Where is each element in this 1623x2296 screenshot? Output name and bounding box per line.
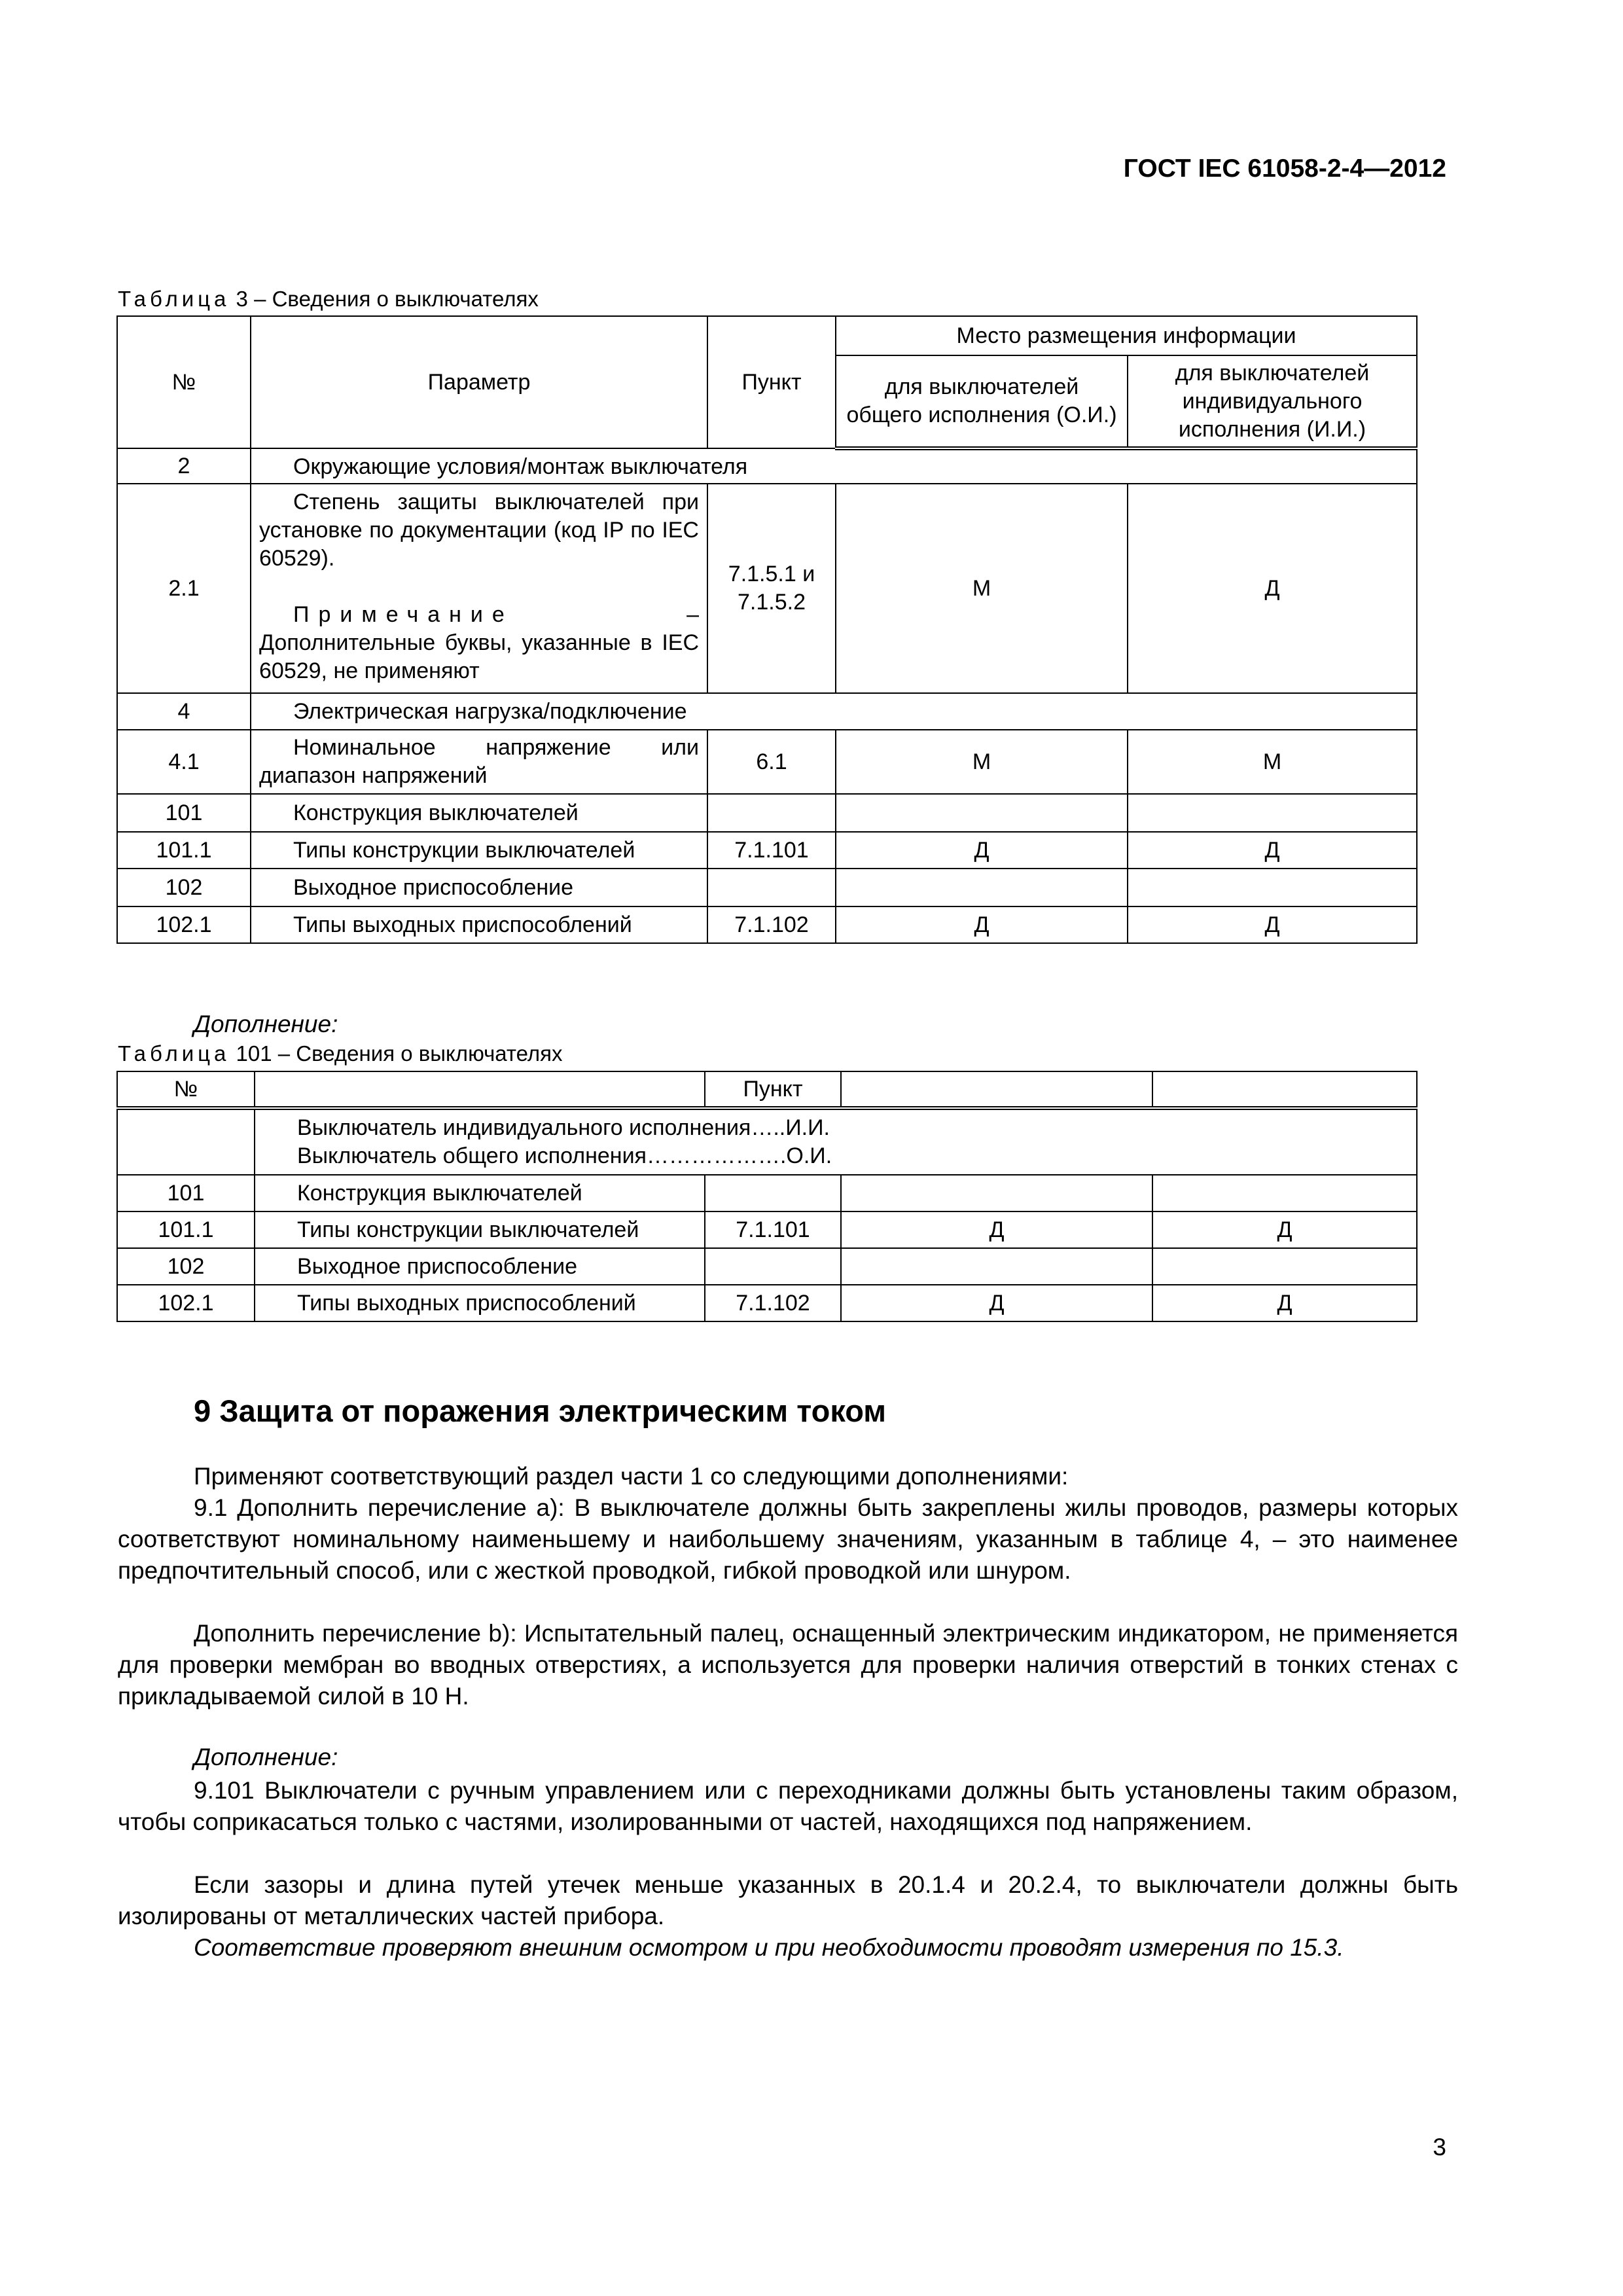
cell-clause: 7.1.102: [707, 906, 836, 943]
paragraph: [118, 1492, 1458, 1587]
table-row: [117, 484, 1417, 693]
cell-num: 101.1: [117, 1211, 255, 1248]
cell-param: Окружающие условия/монтаж выключателя: [251, 448, 1417, 484]
cell-general: [836, 794, 1128, 832]
table-row: [117, 869, 1417, 906]
table101-header-num: №: [117, 1071, 255, 1108]
table3-header-param: Параметр: [251, 316, 707, 448]
cell-individual: [1128, 869, 1417, 906]
cell-individual: Д: [1128, 484, 1417, 693]
table-row: [117, 906, 1417, 943]
table-row: [117, 1285, 1417, 1321]
addition-label: Дополнение:: [194, 1744, 338, 1770]
table-row: [117, 794, 1417, 832]
cell-param: Типы конструкции выключателей: [255, 1211, 705, 1248]
paragraph-text: Если зазоры и длина путей утечек меньше указанных в 20.1.4 и 20.2.4, то выключатели должны быть изолированы от металлических частей прибора.: [118, 1871, 1458, 1929]
section-heading: 9 Защита от поражения электрическим током: [194, 1393, 887, 1428]
cell-clause: [705, 1175, 841, 1211]
paragraph-text: 9.1 Дополнить перечисление a): В выключателе должны быть закреплены жилы проводов, размеры которых соответствуют номинальному наименьшему и наибольшему значениям, указанным в таблице 4, – это наименее предпочтительный способ, или с жесткой проводкой, гибкой проводкой или шнуром.: [118, 1494, 1458, 1584]
table101-caption-word: Таблица: [118, 1041, 230, 1066]
cell-param: Типы выходных приспособлений: [255, 1285, 705, 1321]
table101-header-col5: [1152, 1071, 1417, 1108]
table3-header-clause: Пункт: [707, 316, 836, 448]
paragraph-text: Применяют соответствующий раздел части 1 со следующими дополнениями:: [194, 1463, 1069, 1490]
table3-header-individual: для выключателей индивидуального исполнения (И.И.): [1128, 355, 1417, 448]
cell-clause: 7.1.101: [707, 832, 836, 869]
table3-header-num: №: [117, 316, 251, 448]
cell-individual: [1128, 794, 1417, 832]
cell-general: Д: [836, 832, 1128, 869]
table3-header-row-1: [117, 316, 1417, 355]
cell-clause: 7.1.5.1 и 7.1.5.2: [707, 484, 836, 693]
cell-param: Выходное приспособление: [251, 869, 707, 906]
table101-header-clause: Пункт: [705, 1071, 841, 1108]
table-row: [117, 1108, 1417, 1175]
cell-param: Конструкция выключателей: [255, 1175, 705, 1211]
cell-num: 2: [117, 448, 251, 484]
legend-line: Выключатель общего исполнения……………….О.И.: [297, 1143, 832, 1168]
paragraph: [118, 1618, 1458, 1712]
cell-num: 102: [117, 1248, 255, 1285]
cell-clause: 6.1: [707, 730, 836, 794]
cell-param: Типы конструкции выключателей: [251, 832, 707, 869]
table3-caption-word: Таблица: [118, 287, 230, 311]
table-row: [117, 1248, 1417, 1285]
table-3: [116, 315, 1418, 944]
table101-header-param: [255, 1071, 705, 1108]
cell-general: М: [836, 730, 1128, 794]
cell-col5: Д: [1152, 1285, 1417, 1321]
note-text: – Дополнительные буквы, указанные в IEC 60529, не применяют: [259, 602, 699, 683]
cell-num: 102: [117, 869, 251, 906]
cell-clause: 7.1.101: [705, 1211, 841, 1248]
table-row: [117, 832, 1417, 869]
table-101: [116, 1071, 1418, 1322]
paragraph: [118, 1461, 1458, 1492]
cell-clause: 7.1.102: [705, 1285, 841, 1321]
cell-param: Конструкция выключателей: [251, 794, 707, 832]
cell-param: Электрическая нагрузка/подключение: [251, 693, 1417, 730]
cell-num: 101.1: [117, 832, 251, 869]
cell-col4: [841, 1175, 1152, 1211]
table101-header-row: [117, 1071, 1417, 1108]
paragraph-text: 9.101 Выключатели с ручным управлением или с переходниками должны быть установлены таким образом, чтобы соприкасаться только с частями, изолированными от частей, находящихся под напряжением.: [118, 1777, 1458, 1835]
cell-general: Д: [836, 906, 1128, 943]
cell-num: 101: [117, 794, 251, 832]
cell-num: 4.1: [117, 730, 251, 794]
cell-general: М: [836, 484, 1128, 693]
cell-col5: Д: [1152, 1211, 1417, 1248]
table3-caption: [118, 287, 539, 312]
cell-param: Номинальное напряжение или диапазон напряжений: [251, 730, 707, 794]
cell-individual: Д: [1128, 832, 1417, 869]
cell-clause: [707, 869, 836, 906]
cell-num: 101: [117, 1175, 255, 1211]
cell-individual: М: [1128, 730, 1417, 794]
document-code: ГОСТ IEC 61058-2-4—2012: [1123, 154, 1446, 183]
paragraph: [118, 1869, 1458, 1932]
cell-num: 102.1: [117, 906, 251, 943]
table-row: [117, 1175, 1417, 1211]
table101-caption: [118, 1041, 563, 1066]
cell-clause: [707, 794, 836, 832]
cell-param: Типы выходных приспособлений: [251, 906, 707, 943]
cell-general: [836, 869, 1128, 906]
paragraph-text: Дополнить перечисление b): Испытательный палец, оснащенный электрическим индикатором, не применяется для проверки мембран во вводных отверстиях, а используется для проверки наличия отверстий в тонких стенах с прикладываемой силой в 10 Н.: [118, 1620, 1458, 1710]
table3-header-place: Место размещения информации: [836, 316, 1417, 355]
table3-header-general: для выключателей общего исполнения (О.И.): [836, 355, 1128, 448]
cell-num: 102.1: [117, 1285, 255, 1321]
table-row: [117, 1211, 1417, 1248]
cell-col4: [841, 1248, 1152, 1285]
cell-col4: Д: [841, 1211, 1152, 1248]
cell-num: [117, 1108, 255, 1175]
cell-num: 4: [117, 693, 251, 730]
table-row: [117, 693, 1417, 730]
cell-col5: [1152, 1175, 1417, 1211]
cell-col5: [1152, 1248, 1417, 1285]
cell-individual: Д: [1128, 906, 1417, 943]
cell-num: 2.1: [117, 484, 251, 693]
legend-cell: [255, 1108, 1417, 1175]
table101-header-col4: [841, 1071, 1152, 1108]
cell-param: Выходное приспособление: [255, 1248, 705, 1285]
paragraph: [118, 1775, 1458, 1838]
page-number: 3: [1433, 2134, 1446, 2161]
table-row: [117, 730, 1417, 794]
cell-param: [251, 484, 707, 693]
table101-caption-rest: 101 – Сведения о выключателях: [230, 1041, 563, 1066]
paragraph-text: Соответствие проверяют внешним осмотром и при необходимости проводят измерения по 15.3.: [194, 1934, 1344, 1961]
table3-caption-rest: 3 – Сведения о выключателях: [230, 287, 539, 311]
param-text: Степень защиты выключателей при установке по документации (код IP по IEC 60529).: [259, 490, 699, 571]
table-row: [117, 448, 1417, 484]
addition-label: Дополнение:: [194, 1011, 338, 1037]
paragraph-compliance: [118, 1932, 1458, 1964]
legend-line: Выключатель индивидуального исполнения…..И.И.: [297, 1115, 830, 1140]
param-note: [259, 601, 699, 685]
note-word: Примечание: [293, 602, 514, 627]
cell-clause: [705, 1248, 841, 1285]
cell-col4: Д: [841, 1285, 1152, 1321]
